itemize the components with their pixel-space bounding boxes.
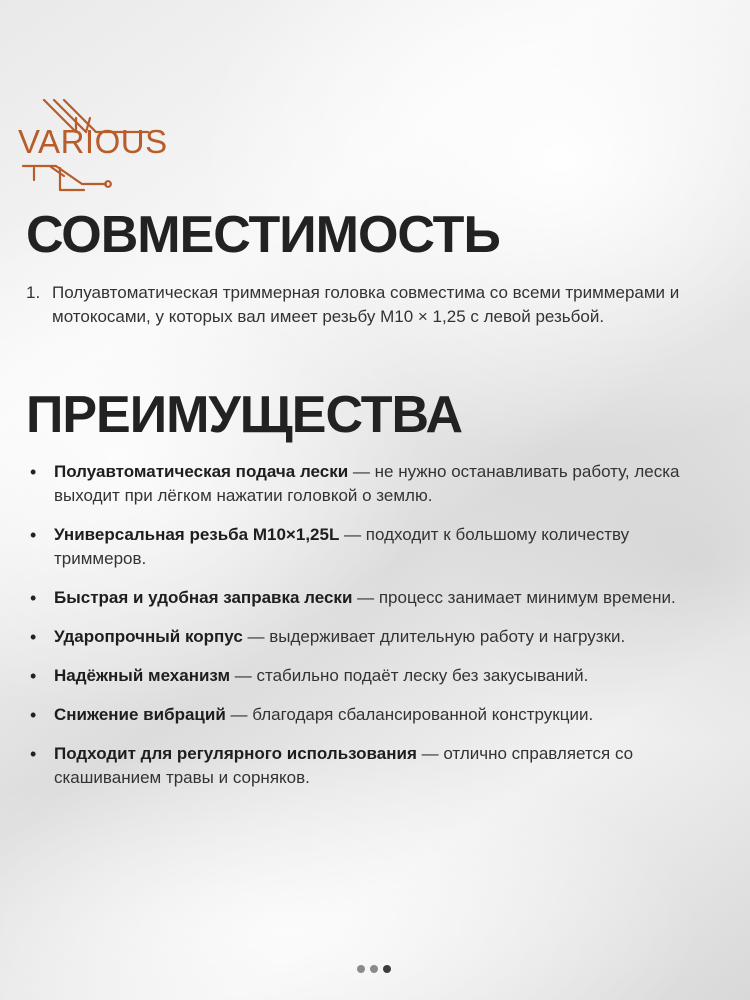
benefit-label: Снижение вибраций <box>54 705 226 724</box>
benefit-label: Надёжный механизм <box>54 666 231 685</box>
benefit-text <box>54 703 690 727</box>
benefit-description: — выдерживает длительную работу и нагрузки. <box>242 627 626 646</box>
benefit-label: Ударопрочный корпус <box>54 627 243 646</box>
benefit-description: — подходит к большому количеству триммеров. <box>54 525 630 568</box>
benefits-title: ПРЕИМУЩЕСТВА <box>26 386 462 444</box>
benefit-text <box>54 523 690 571</box>
carousel-pagination <box>357 965 391 973</box>
benefit-label: Полуавтоматическая подача лески <box>54 462 349 481</box>
bullet-icon: • <box>30 744 37 764</box>
benefit-label: Универсальная резьба M10×1,25L <box>54 525 340 544</box>
benefit-item-regular-use <box>30 742 690 790</box>
benefit-description: — благодаря сбалансированной конструкции. <box>225 705 594 724</box>
bullet-icon: • <box>30 705 37 725</box>
bullet-icon: • <box>30 525 37 545</box>
compatibility-title: СОВМЕСТИМОСТЬ <box>26 206 500 264</box>
benefit-text <box>54 586 690 610</box>
benefit-item-semi-automatic-feed <box>30 460 690 508</box>
benefit-text <box>54 460 690 508</box>
benefit-label: Подходит для регулярного использования <box>54 744 417 763</box>
benefit-item-impact-resistant-body <box>30 625 690 649</box>
brand-logo-text: VARIOUS <box>18 123 168 160</box>
benefit-item-reliable-mechanism <box>30 664 690 688</box>
bullet-icon: • <box>30 666 37 686</box>
pagination-dot-3-active[interactable] <box>383 965 391 973</box>
benefit-item-universal-thread <box>30 523 690 571</box>
benefit-text <box>54 625 690 649</box>
compatibility-list-item <box>26 281 686 329</box>
bullet-icon: • <box>30 588 37 608</box>
compatibility-item-text: Полуавтоматическая триммерная головка совместима со всеми триммерами и мотокосами, у которых вал имеет резьбу M10 × 1,25 с левой резьбой. <box>52 283 680 326</box>
benefit-description: — отлично справляется со скашиванием травы и сорняков. <box>54 744 634 787</box>
pagination-dot-2[interactable] <box>370 965 378 973</box>
compatibility-item-number: 1. <box>26 283 41 302</box>
benefit-text <box>54 664 690 688</box>
bullet-icon: • <box>30 462 37 482</box>
benefits-list <box>30 460 690 805</box>
benefit-description: — не нужно останавливать работу, леска выходит при лёгком нажатии головкой о землю. <box>54 462 680 505</box>
benefit-label: Быстрая и удобная заправка лески <box>54 588 353 607</box>
bullet-icon: • <box>30 627 37 647</box>
benefit-item-vibration-reduction <box>30 703 690 727</box>
brand-logo <box>16 92 176 202</box>
benefit-text <box>54 742 690 790</box>
pagination-dot-1[interactable] <box>357 965 365 973</box>
benefit-description: — стабильно подаёт леску без закусываний. <box>230 666 589 685</box>
benefit-description: — процесс занимает минимум времени. <box>352 588 676 607</box>
benefit-item-fast-refill <box>30 586 690 610</box>
